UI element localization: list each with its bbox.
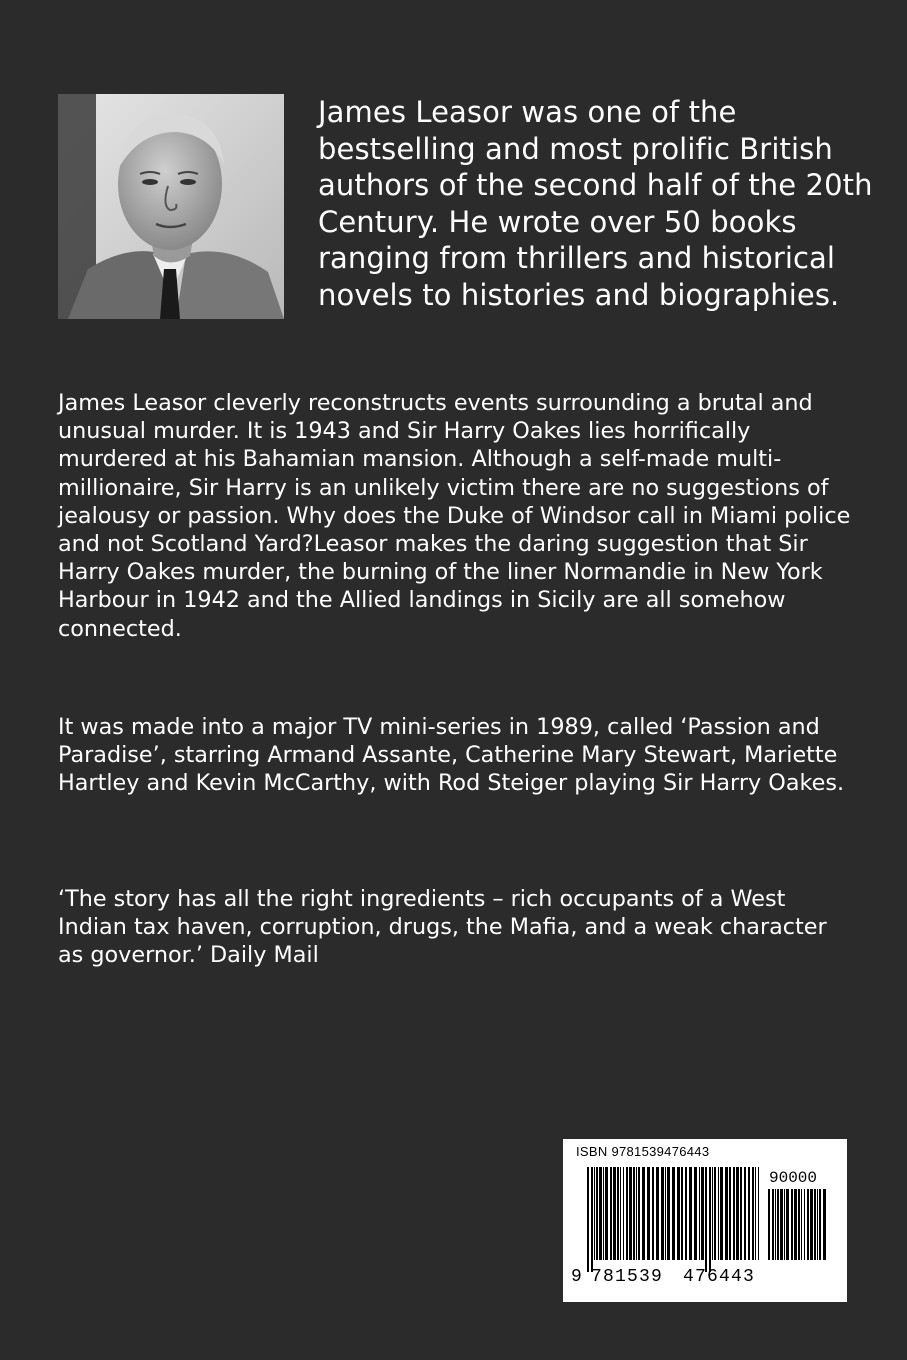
synopsis-paragraph: James Leasor cleverly reconstructs events surrounding a brutal and unusual murder. It is 1943 and Sir Harry Oakes lies horrifically murdered at his Bahamian mansion. Although a self-made multi-millionaire, Sir Harry is an unlikely victim there are no suggestions of jealousy or passion. Why does the Duke of Windsor call in Miami police and not Scotland Yard?Leasor makes the daring suggestion that Sir Harry Oakes murder, the burning of the liner Normandie in New York Harbour in 1942 and the Allied landings in Sicily are all somehow connected. <box>58 390 851 642</box>
barcode-digits <box>571 1267 771 1287</box>
price-code: 90000 <box>769 1169 818 1187</box>
price-addon-barcode-bars <box>768 1189 828 1272</box>
author-photo <box>58 94 284 319</box>
barcode-digits-left: 781539 <box>591 1267 664 1287</box>
barcode-digits-right: 476443 <box>683 1267 756 1287</box>
isbn-barcode <box>563 1139 847 1302</box>
author-portrait-image <box>58 94 284 319</box>
tv-adaptation-paragraph: It was made into a major TV mini-series in 1989, called ‘Passion and Paradise’, starring Armand Assante, Catherine Mary Stewart, Mariette Hartley and Kevin McCarthy, with Rod Steiger playing Sir Harry Oakes. <box>58 714 845 797</box>
ean13-barcode-bars <box>587 1167 762 1272</box>
review-quote: ‘The story has all the right ingredients – rich occupants of a West Indian tax haven, corruption, drugs, the Mafia, and a weak character as governor.’ Daily Mail <box>58 886 827 969</box>
barcode-digit-first: 9 <box>571 1267 583 1287</box>
author-bio: James Leasor was one of the bestselling and most prolific British authors of the second half of the 20th Century. He wrote over 50 books ranging from thrillers and historical novels to histories and biographies. <box>318 95 873 312</box>
isbn-label: ISBN 9781539476443 <box>576 1144 710 1159</box>
